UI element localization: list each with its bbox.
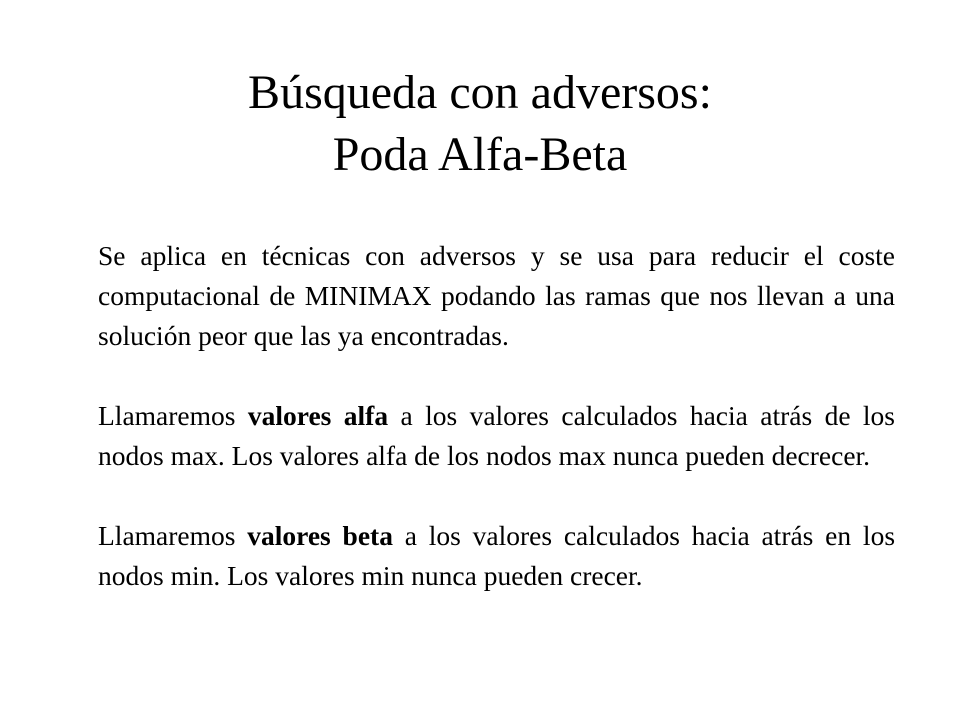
paragraph-beta-before: Llamaremos <box>98 520 248 551</box>
paragraph-alpha-after: a los valores calculados hacia atrás de los nodos max. Los valores alfa de los nodos max nunca pueden decrecer. <box>98 400 896 471</box>
paragraph-beta-after: a los valores calculados hacia atrás en los nodos min. Los valores min nunca pueden crecer. <box>98 520 896 591</box>
paragraph-intro: Se aplica en técnicas con adversos y se usa para reducir el coste computacional de MINIMAX podando las ramas que nos llevan a una solución peor que las ya encontradas. <box>98 240 895 351</box>
title-line-2: Poda Alfa-Beta <box>332 128 628 181</box>
slide-title <box>0 62 960 186</box>
beta-values-term: valores beta <box>247 520 393 551</box>
paragraph-alpha <box>98 396 895 476</box>
paragraph-alpha-before: Llamaremos <box>98 400 248 431</box>
title-line-1: Búsqueda con adversos: <box>248 66 712 119</box>
alpha-values-term: valores alfa <box>247 400 389 431</box>
slide-body <box>98 236 895 596</box>
paragraph-beta <box>98 516 895 596</box>
